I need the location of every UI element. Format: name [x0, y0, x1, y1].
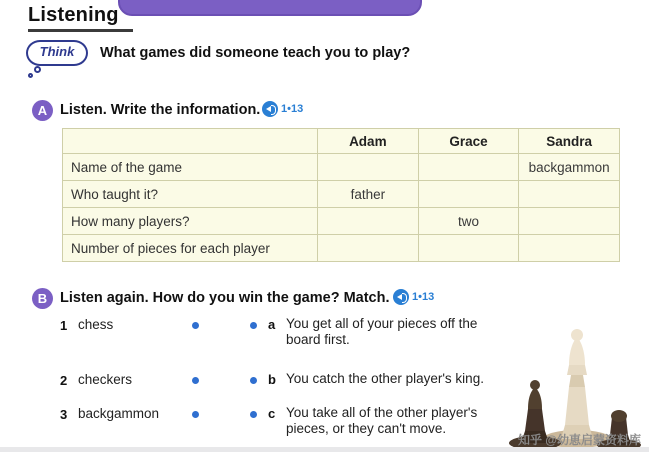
table-cell[interactable] [418, 235, 519, 262]
match-right-letter-c: c [268, 406, 276, 421]
table-row [63, 154, 620, 181]
table-cell[interactable]: two [418, 208, 519, 235]
match-left-dot-1[interactable] [192, 322, 199, 329]
match-right-dot-c[interactable] [250, 411, 257, 418]
table-cell[interactable] [418, 181, 519, 208]
think-bubble-dot-small [28, 73, 33, 78]
table-row-label: Name of the game [63, 154, 318, 181]
speaker-icon[interactable] [393, 289, 409, 305]
table-cell[interactable] [519, 235, 620, 262]
table-row [63, 235, 620, 262]
match-left-dot-2[interactable] [192, 377, 199, 384]
exercise-a-instruction: Listen. Write the information. [60, 102, 261, 118]
exercise-b-badge: B [32, 288, 53, 309]
table-row-label: How many players? [63, 208, 318, 235]
audio-track-b[interactable] [393, 289, 435, 307]
information-table [62, 128, 620, 262]
table-cell[interactable] [519, 181, 620, 208]
table-header-row [63, 129, 620, 154]
table-header-adam: Adam [318, 129, 419, 154]
match-right-text-c: You take all of the other player's pieces, or they can't move. [286, 405, 478, 436]
title-underline [28, 29, 133, 32]
table-row [63, 208, 620, 235]
match-right-letter-b: b [268, 372, 276, 387]
table-cell[interactable] [318, 235, 419, 262]
match-left-dot-3[interactable] [192, 411, 199, 418]
match-left-word-3: backgammon [78, 406, 160, 421]
page-title: Listening [28, 4, 119, 26]
table-cell[interactable] [318, 208, 419, 235]
match-right-text-b: You catch the other player's king. [286, 371, 484, 386]
match-left-word-1: chess [78, 317, 114, 332]
match-right-letter-a: a [268, 317, 276, 332]
table-row-label: Who taught it? [63, 181, 318, 208]
think-label: Think [39, 44, 75, 59]
speaker-icon[interactable] [262, 101, 278, 117]
table-cell[interactable] [318, 154, 419, 181]
think-question: What games did someone teach you to play? [100, 45, 411, 61]
top-purple-banner [118, 0, 422, 16]
think-bubble-dot-large [34, 66, 41, 73]
table-header-sandra: Sandra [519, 129, 620, 154]
audio-track-a-label: 1•13 [281, 103, 304, 115]
exercise-b-instruction: Listen again. How do you win the game? Match. [60, 290, 390, 306]
match-left-word-2: checkers [78, 372, 133, 387]
audio-track-b-label: 1•13 [412, 291, 435, 303]
table-cell[interactable] [418, 154, 519, 181]
table-header-grace: Grace [418, 129, 519, 154]
match-left-number-2: 2 [60, 373, 68, 388]
think-bubble-icon [26, 40, 92, 70]
match-right-text-a: You get all of your pieces off the board first. [286, 316, 478, 347]
table-row-label: Number of pieces for each player [63, 235, 318, 262]
match-right-dot-b[interactable] [250, 377, 257, 384]
table-cell[interactable]: father [318, 181, 419, 208]
audio-track-a[interactable] [262, 101, 304, 119]
exercise-a-badge: A [32, 100, 53, 121]
page-bottom-band [0, 447, 649, 452]
match-left-number-1: 1 [60, 318, 68, 333]
table-cell[interactable]: backgammon [519, 154, 620, 181]
match-left-number-3: 3 [60, 407, 68, 422]
table-row [63, 181, 620, 208]
watermark-text: 知乎 @幼恵启蒙资料库 [517, 433, 641, 447]
table-header-blank [63, 129, 318, 154]
match-right-dot-a[interactable] [250, 322, 257, 329]
table-cell[interactable] [519, 208, 620, 235]
